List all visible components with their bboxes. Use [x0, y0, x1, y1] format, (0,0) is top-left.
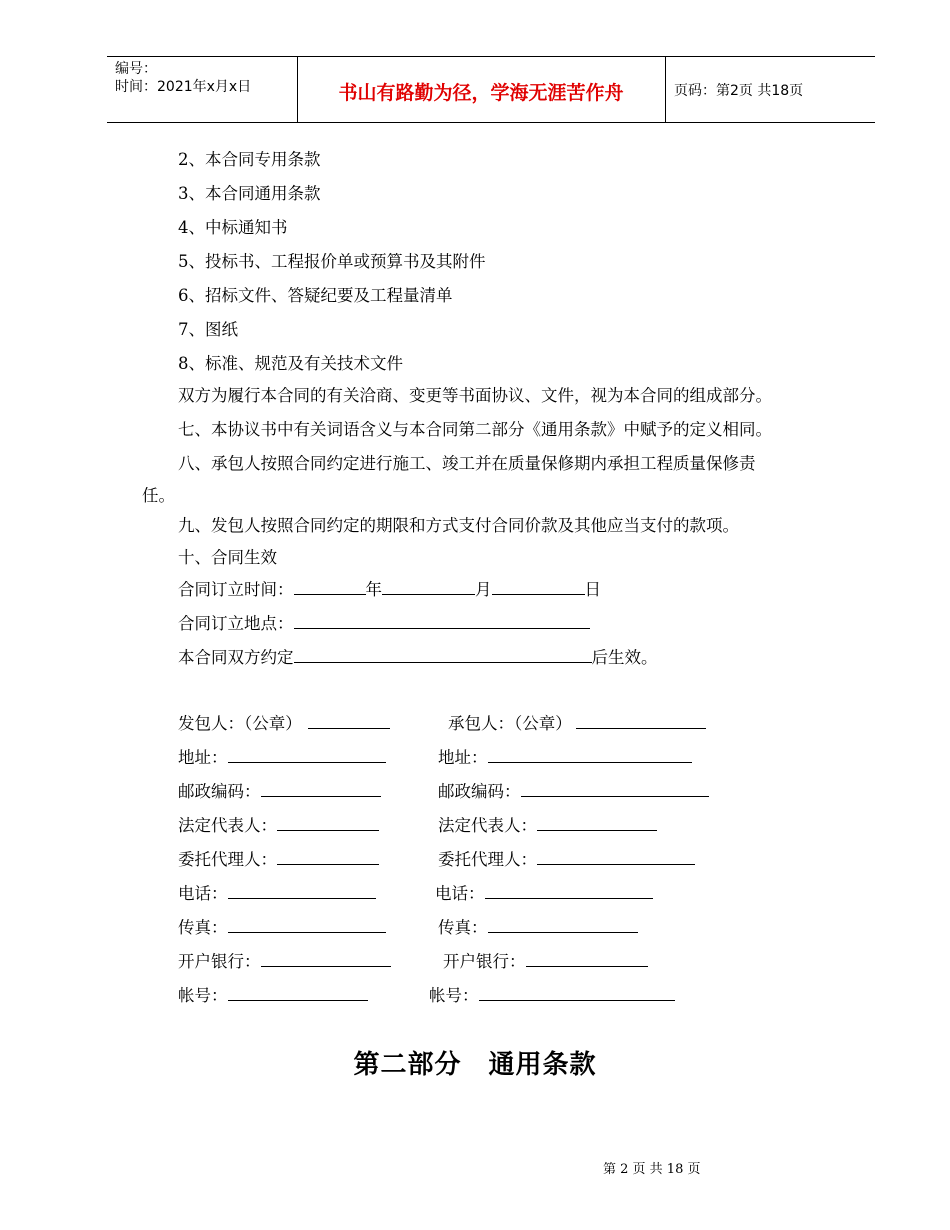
header-time-label: 时间：2021年x月x日 [115, 79, 252, 95]
right-agent-blank[interactable] [537, 848, 695, 865]
left-address-blank[interactable] [228, 746, 386, 763]
right-party-label: 承包人：（公章） [448, 714, 572, 733]
right-account-line [429, 982, 675, 1006]
list-item: 6、招标文件、答疑纪要及工程量清单 [178, 286, 453, 305]
right-address-line [438, 744, 692, 768]
left-fax-label: 传真： [178, 918, 228, 937]
effective-blank[interactable] [294, 646, 592, 663]
right-party-line [448, 710, 706, 734]
list-item: 2、本合同专用条款 [178, 150, 321, 169]
left-bank-label: 开户银行： [178, 952, 261, 971]
right-legal-rep-line [438, 812, 657, 836]
right-postcode-blank[interactable] [521, 780, 709, 797]
effective-line [178, 644, 658, 668]
left-account-line [178, 982, 368, 1006]
left-legal-rep-label: 法定代表人： [178, 816, 277, 835]
left-fax-line [178, 914, 386, 938]
paragraph-8-line1: 八、承包人按照合同约定进行施工、竣工并在质量保修期内承担工程质量保修责 [178, 454, 756, 473]
left-agent-line [178, 846, 379, 870]
left-phone-line [178, 880, 376, 904]
left-phone-label: 电话： [178, 884, 228, 903]
paragraph-both-parties: 双方为履行本合同的有关洽商、变更等书面协议、文件，视为本合同的组成部分。 [178, 386, 772, 405]
right-fax-blank[interactable] [488, 916, 638, 933]
right-agent-label: 委托代理人： [438, 850, 537, 869]
left-agent-blank[interactable] [277, 848, 379, 865]
paragraph-8-line2: 任。 [142, 486, 175, 505]
right-phone-blank[interactable] [485, 882, 653, 899]
right-bank-label: 开户银行： [443, 952, 526, 971]
list-item: 3、本合同通用条款 [178, 184, 321, 203]
list-item: 8、标准、规范及有关技术文件 [178, 354, 403, 373]
right-party-blank[interactable] [576, 712, 706, 729]
sign-place-blank[interactable] [294, 612, 590, 629]
right-legal-rep-label: 法定代表人： [438, 816, 537, 835]
header-meta [115, 60, 251, 96]
left-legal-rep-line [178, 812, 379, 836]
right-fax-label: 传真： [438, 918, 488, 937]
right-legal-rep-blank[interactable] [537, 814, 657, 831]
header-divider-right [665, 56, 666, 122]
day-label: 日 [584, 580, 601, 599]
left-bank-line [178, 948, 391, 972]
left-postcode-line [178, 778, 381, 802]
sign-place-line [178, 610, 590, 634]
right-account-label: 帐号： [429, 986, 479, 1005]
month-label: 月 [475, 580, 492, 599]
left-phone-blank[interactable] [228, 882, 376, 899]
sign-time-line [178, 576, 601, 600]
left-agent-label: 委托代理人： [178, 850, 277, 869]
paragraph-7: 七、本协议书中有关词语含义与本合同第二部分《通用条款》中赋予的定义相同。 [178, 420, 772, 439]
left-party-label: 发包人：（公章） [178, 714, 302, 733]
header-motto: 书山有路勤为径，学海无涯苦作舟 [338, 82, 624, 104]
left-party-line [178, 710, 390, 734]
left-party-blank[interactable] [308, 712, 390, 729]
left-address-label: 地址： [178, 748, 228, 767]
right-postcode-line [438, 778, 709, 802]
section-title: 第二部分 通用条款 [353, 1050, 597, 1080]
right-bank-line [443, 948, 648, 972]
left-fax-blank[interactable] [228, 916, 386, 933]
list-item: 5、投标书、工程报价单或预算书及其附件 [178, 252, 486, 271]
right-bank-blank[interactable] [526, 950, 648, 967]
sign-place-label: 合同订立地点： [178, 614, 294, 633]
header-bottom-rule [107, 122, 875, 123]
effective-suffix: 后生效。 [591, 648, 658, 667]
right-phone-label: 电话： [435, 884, 485, 903]
right-phone-line [435, 880, 653, 904]
paragraph-9: 九、发包人按照合同约定的期限和方式支付合同价款及其他应当支付的款项。 [178, 516, 739, 535]
sign-time-label: 合同订立时间： [178, 580, 294, 599]
left-postcode-blank[interactable] [261, 780, 381, 797]
day-blank[interactable] [492, 578, 585, 595]
header-number-label: 编号： [115, 61, 157, 77]
header-page-info: 页码：第2页 共18页 [674, 83, 804, 99]
effective-prefix: 本合同双方约定 [178, 648, 294, 667]
list-item: 4、中标通知书 [178, 218, 288, 237]
right-account-blank[interactable] [479, 984, 675, 1001]
right-address-label: 地址： [438, 748, 488, 767]
page-footer: 第 2 页 共 18 页 [603, 1162, 701, 1177]
paragraph-10: 十、合同生效 [178, 548, 277, 567]
right-postcode-label: 邮政编码： [438, 782, 521, 801]
month-blank[interactable] [382, 578, 475, 595]
left-postcode-label: 邮政编码： [178, 782, 261, 801]
left-account-blank[interactable] [228, 984, 368, 1001]
header-top-rule [107, 56, 875, 57]
left-bank-blank[interactable] [261, 950, 391, 967]
left-address-line [178, 744, 386, 768]
right-address-blank[interactable] [488, 746, 692, 763]
right-fax-line [438, 914, 638, 938]
year-label: 年 [365, 580, 382, 599]
right-agent-line [438, 846, 695, 870]
list-item: 7、图纸 [178, 320, 238, 339]
year-blank[interactable] [294, 578, 366, 595]
left-account-label: 帐号： [178, 986, 228, 1005]
left-legal-rep-blank[interactable] [277, 814, 379, 831]
